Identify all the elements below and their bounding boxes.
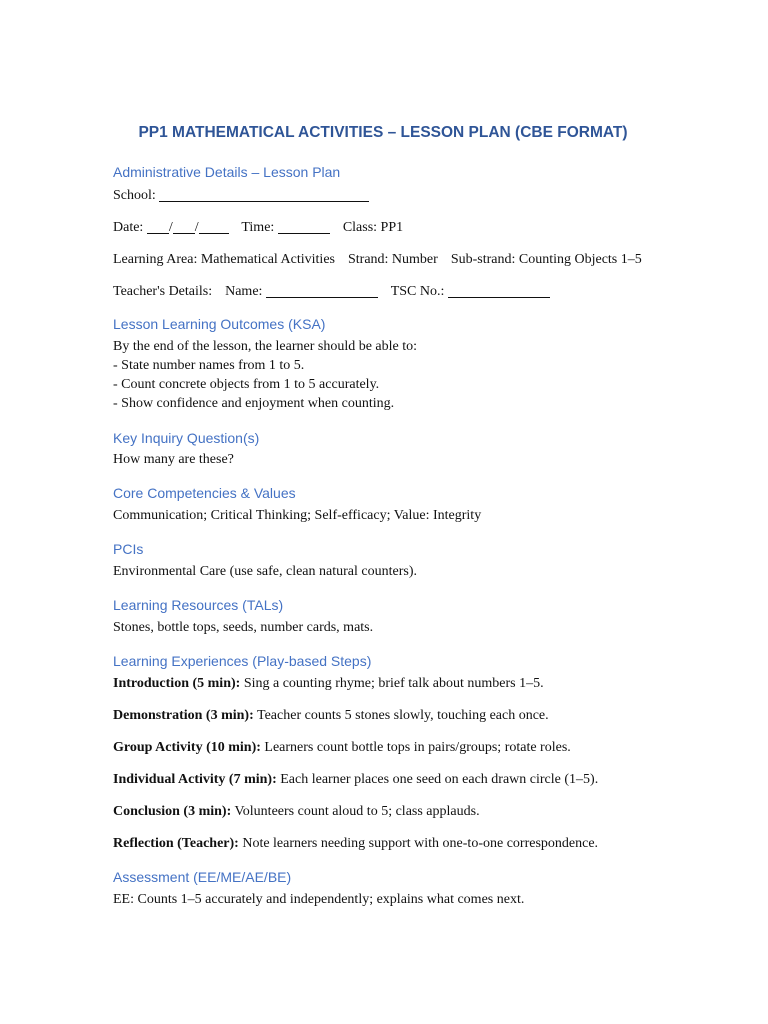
tsc-blank xyxy=(448,283,550,298)
teacher-label: Teacher's Details: xyxy=(113,284,213,299)
experiences-heading: Learning Experiences (Play-based Steps) xyxy=(113,653,372,669)
pcis-heading: PCIs xyxy=(113,541,144,557)
name-label: Name: xyxy=(225,284,263,299)
competencies-text: Communication; Critical Thinking; Self-efficacy; Value: Integrity xyxy=(113,508,482,523)
experience-step xyxy=(113,834,598,853)
inquiry-heading: Key Inquiry Question(s) xyxy=(113,430,260,446)
outcomes-intro: By the end of the lesson, the learner should be able to: xyxy=(113,339,418,354)
name-blank xyxy=(266,283,378,298)
date-day-blank xyxy=(147,219,169,234)
step-label: Conclusion (3 min): xyxy=(113,804,232,819)
learning-area-line xyxy=(113,250,642,269)
experience-step xyxy=(113,706,549,725)
sub-strand-text: Sub-strand: Counting Objects 1–5 xyxy=(450,252,642,267)
step-label: Demonstration (3 min): xyxy=(113,708,254,723)
date-time-class-line xyxy=(113,218,403,237)
competencies-heading: Core Competencies & Values xyxy=(113,485,296,501)
step-label: Group Activity (10 min): xyxy=(113,740,261,755)
step-text: Each learner places one seed on each drawn circle (1–5). xyxy=(276,772,599,787)
admin-heading: Administrative Details – Lesson Plan xyxy=(113,164,341,180)
date-year-blank xyxy=(199,219,229,234)
step-label: Individual Activity (7 min): xyxy=(113,772,277,787)
resources-text: Stones, bottle tops, seeds, number cards, mats. xyxy=(113,620,374,635)
inquiry-text: How many are these? xyxy=(113,452,234,467)
outcomes-heading: Lesson Learning Outcomes (KSA) xyxy=(113,316,326,332)
outcome-item: - Show confidence and enjoyment when counting. xyxy=(113,396,395,411)
experience-step xyxy=(113,738,571,757)
document-title: PP1 MATHEMATICAL ACTIVITIES – LESSON PLAN (CBE FORMAT) xyxy=(138,124,628,141)
teacher-details-line xyxy=(113,282,550,301)
date-separator-2: / xyxy=(194,220,199,235)
experience-step xyxy=(113,674,544,693)
time-label: Time: xyxy=(241,220,275,235)
assessment-heading: Assessment (EE/ME/AE/BE) xyxy=(113,869,292,885)
step-label: Introduction (5 min): xyxy=(113,676,241,691)
date-label: Date: xyxy=(113,220,144,235)
step-label: Reflection (Teacher): xyxy=(113,836,239,851)
step-text: Teacher counts 5 stones slowly, touching each once. xyxy=(253,708,549,723)
step-text: Volunteers count aloud to 5; class applauds. xyxy=(231,804,480,819)
date-month-blank xyxy=(173,219,195,234)
strand-text: Strand: Number xyxy=(347,252,438,267)
school-label: School: xyxy=(113,188,156,203)
outcome-item: - State number names from 1 to 5. xyxy=(113,358,305,373)
assessment-text: EE: Counts 1–5 accurately and independently; explains what comes next. xyxy=(113,892,525,907)
outcome-item: - Count concrete objects from 1 to 5 accurately. xyxy=(113,377,380,392)
date-separator-1: / xyxy=(168,220,173,235)
learning-area-text: Learning Area: Mathematical Activities xyxy=(113,252,335,267)
school-line xyxy=(113,186,369,205)
time-blank xyxy=(278,219,330,234)
resources-heading: Learning Resources (TALs) xyxy=(113,597,284,613)
step-text: Sing a counting rhyme; brief talk about numbers 1–5. xyxy=(240,676,544,691)
experience-step xyxy=(113,802,480,821)
experience-step xyxy=(113,770,598,789)
pcis-text: Environmental Care (use safe, clean natural counters). xyxy=(113,564,417,579)
tsc-label: TSC No.: xyxy=(390,284,445,299)
step-text: Learners count bottle tops in pairs/groups; rotate roles. xyxy=(260,740,571,755)
step-text: Note learners needing support with one-to-one correspondence. xyxy=(238,836,599,851)
class-text: Class: PP1 xyxy=(342,220,404,235)
school-blank xyxy=(159,187,369,202)
